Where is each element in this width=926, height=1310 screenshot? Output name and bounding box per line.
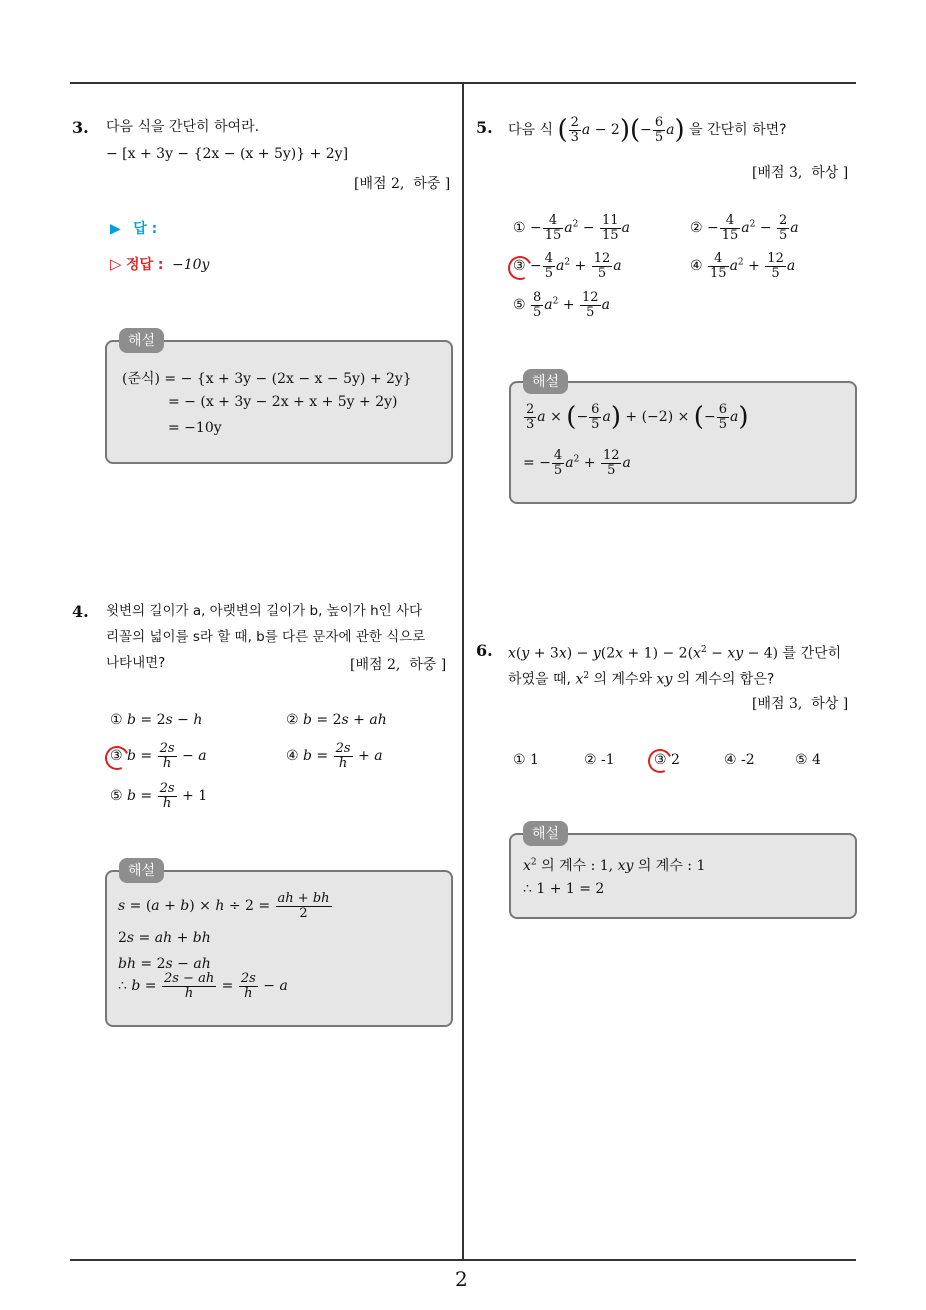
q4-explanation-box [105, 870, 453, 1027]
q3-explanation-tab: 해설 [119, 328, 164, 353]
q4-prompt-line-2: 리꼴의 넓이를 s라 할 때, b를 다른 문자에 관한 식으로 [106, 629, 426, 645]
q6-option-1[interactable]: ① 1 [513, 752, 539, 768]
q4-number: 4. [72, 602, 89, 621]
q3-correct-row [110, 254, 209, 274]
q4-meta: [배점 2, 하중 ] [350, 657, 447, 673]
q6-prompt-line-1: $x(y + 3x) - y(2x + 1) - 2(x^2$ − xy − 4) 를 간단히 [508, 645, 842, 662]
q5-explanation-box [509, 381, 857, 504]
q3-expl-line-3: = −10y [168, 420, 222, 436]
q4-option-1[interactable]: ① b = 2s − h [110, 712, 203, 728]
q3-expl-line-2: = − (x + 3y − 2x + x + 5y + 2y) [168, 394, 398, 410]
q3-correct-label: 정답 : [126, 257, 164, 273]
q4-option-3[interactable]: ③ b = $\frac{2s}{h}$ − a [110, 741, 207, 771]
q5-option-5[interactable]: ⑤ $\frac{8}{5}$ $a^2$ + $\frac{12}{5}$ a [513, 290, 610, 320]
q5-meta: [배점 3, 하상 ] [752, 165, 849, 181]
q6-option-5[interactable]: ⑤ 4 [795, 752, 821, 768]
q4-option-4[interactable]: ④ b = $\frac{2s}{h}$ + a [286, 741, 383, 771]
q3-meta: [배점 2, 하중 ] [354, 176, 451, 192]
q4-prompt-line-1: 윗변의 길이가 a, 아랫변의 길이가 b, 높이가 h인 사다 [106, 603, 423, 619]
page-number: 2 [455, 1267, 468, 1291]
q3-answer-label: 답 : [133, 221, 158, 237]
q4-expl-line-3: bh = 2s − ah [118, 956, 211, 972]
q5-option-4[interactable]: ④ $\frac{4}{15}$ $a^2$ + $\frac{12}{5}$ a [690, 251, 796, 281]
q6-meta: [배점 3, 하상 ] [752, 696, 849, 712]
q4-explanation-tab: 해설 [119, 858, 164, 883]
answer-arrow-icon: ▶ [110, 221, 121, 237]
q5-expl-line-1: $\frac{2}{3}$ a × (− $\frac{6}{5}$ a) + (−2) × (− $\frac{6}{5}$ a) [526, 402, 749, 433]
q6-expl-line-1: $x^2$ 의 계수 : 1, xy 의 계수 : 1 [523, 857, 706, 874]
q4-expl-line-1: s = (a + b) × h ÷ 2 = $\frac{ah + bh}{2}$ [118, 891, 330, 921]
q5-option-3[interactable]: ③ − $\frac{4}{5}$ $a^2$ + $\frac{12}{5}$ a [513, 251, 622, 281]
q5-expl-line-2: = − $\frac{4}{5}$ $a^2$ + $\frac{12}{5}$ a [523, 448, 631, 478]
q6-prompt-line-2: 하였을 때, $x^2$ 의 계수와 xy 의 계수의 합은? [508, 671, 775, 688]
q6-option-3[interactable]: ③ 2 [654, 752, 680, 768]
bottom-rule [70, 1259, 856, 1261]
q5-option-1[interactable]: ① − $\frac{4}{15}$ $a^2$ − $\frac{11}{15}$ a [513, 213, 630, 243]
q5-option-2[interactable]: ② − $\frac{4}{15}$ $a^2$ − $\frac{2}{5}$ a [690, 213, 799, 243]
q6-number: 6. [476, 641, 493, 660]
q6-expl-line-2: ∴ 1 + 1 = 2 [523, 881, 605, 897]
q4-option-2[interactable]: ② b = 2s + ah [286, 712, 387, 728]
q3-explanation-box [105, 340, 453, 464]
q4-option-5[interactable]: ⑤ b = $\frac{2s}{h}$ + 1 [110, 781, 208, 811]
q5-prompt: 다음 식 ( $\frac{2}{3}$ a − 2)(− $\frac{6}{5}$ a) 을 간단히 하면? [508, 115, 787, 146]
q5-explanation-tab: 해설 [523, 369, 568, 394]
correct-arrow-icon: ▷ [110, 255, 122, 273]
q3-answer-row [110, 218, 157, 238]
q6-option-2[interactable]: ② -1 [584, 752, 615, 768]
q3-correct-value: −10y [171, 257, 210, 273]
q5-number: 5. [476, 118, 493, 137]
q4-prompt-line-3: 나타내면? [106, 655, 166, 671]
q3-number: 3. [72, 118, 89, 137]
q6-option-4[interactable]: ④ -2 [724, 752, 755, 768]
q4-expl-line-4: ∴ b = $\frac{2s - ah}{h}$ = $\frac{2s}{h}$ − a [118, 971, 288, 1001]
column-divider [462, 82, 464, 1260]
q4-expl-line-2: 2s = ah + bh [118, 930, 211, 946]
q3-expression: − [x + 3y − {2x − (x + 5y)} + 2y] [106, 146, 349, 162]
q6-explanation-tab: 해설 [523, 821, 568, 846]
q3-expl-line-1: (준식) = − {x + 3y − (2x − x − 5y) + 2y} [122, 371, 412, 387]
q3-prompt: 다음 식을 간단히 하여라. [106, 119, 260, 135]
